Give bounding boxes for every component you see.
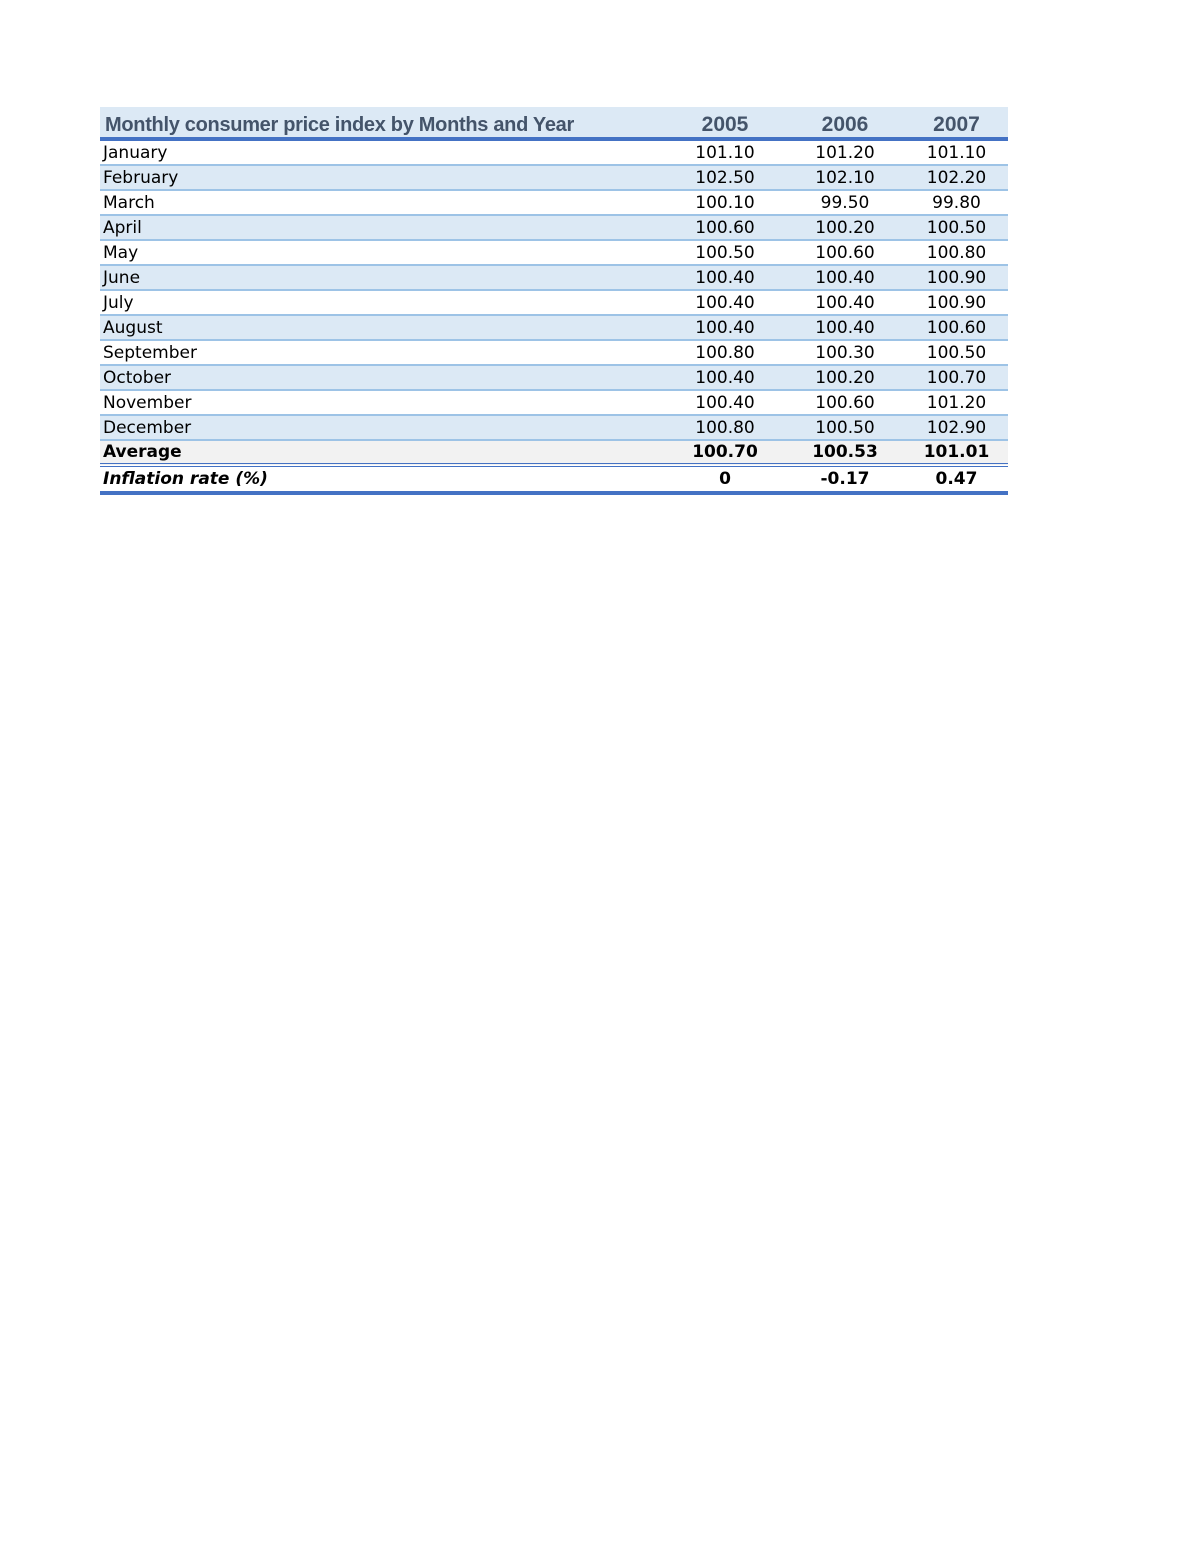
table-row	[100, 190, 1008, 215]
cpi-cell: 102.20	[905, 165, 1008, 190]
month-label: September	[100, 340, 665, 365]
cpi-cell: 100.70	[905, 365, 1008, 390]
cpi-cell: 99.50	[785, 190, 905, 215]
table-row	[100, 315, 1008, 340]
inflation-row	[100, 465, 1008, 493]
cpi-cell: 100.20	[785, 215, 905, 240]
month-label: March	[100, 190, 665, 215]
month-label: August	[100, 315, 665, 340]
cpi-cell: 101.20	[785, 139, 905, 165]
table-row	[100, 415, 1008, 440]
cpi-cell: 100.50	[785, 415, 905, 440]
year-header-2006: 2006	[785, 107, 905, 139]
average-cell: 101.01	[905, 440, 1008, 465]
cpi-sheet	[100, 107, 1008, 495]
cpi-cell: 100.60	[665, 215, 785, 240]
cpi-cell: 100.40	[665, 365, 785, 390]
month-label: November	[100, 390, 665, 415]
cpi-cell: 100.60	[785, 390, 905, 415]
month-label: June	[100, 265, 665, 290]
cpi-cell: 100.40	[665, 390, 785, 415]
cpi-cell: 102.10	[785, 165, 905, 190]
cpi-cell: 100.50	[905, 215, 1008, 240]
cpi-cell: 100.50	[665, 240, 785, 265]
table-row	[100, 290, 1008, 315]
year-header-2005: 2005	[665, 107, 785, 139]
cpi-cell: 102.90	[905, 415, 1008, 440]
month-label: December	[100, 415, 665, 440]
month-label: October	[100, 365, 665, 390]
table-row	[100, 165, 1008, 190]
cpi-cell: 100.10	[665, 190, 785, 215]
cpi-cell: 100.80	[905, 240, 1008, 265]
cpi-cell: 100.40	[785, 315, 905, 340]
inflation-cell: 0	[665, 465, 785, 493]
month-label: July	[100, 290, 665, 315]
cpi-cell: 99.80	[905, 190, 1008, 215]
table-row	[100, 215, 1008, 240]
cpi-cell: 101.20	[905, 390, 1008, 415]
cpi-cell: 100.40	[785, 265, 905, 290]
table-row	[100, 265, 1008, 290]
cpi-cell: 100.20	[785, 365, 905, 390]
table-row	[100, 240, 1008, 265]
cpi-cell: 100.90	[905, 290, 1008, 315]
cpi-cell: 100.90	[905, 265, 1008, 290]
cpi-cell: 100.80	[665, 340, 785, 365]
cpi-cell: 101.10	[665, 139, 785, 165]
cpi-cell: 100.40	[665, 290, 785, 315]
cpi-table	[100, 107, 1008, 495]
cpi-cell: 100.80	[665, 415, 785, 440]
header-row	[100, 107, 1008, 139]
table-row	[100, 365, 1008, 390]
cpi-cell: 100.30	[785, 340, 905, 365]
average-label: Average	[100, 440, 665, 465]
month-label: January	[100, 139, 665, 165]
cpi-cell: 100.60	[905, 315, 1008, 340]
cpi-cell: 100.50	[905, 340, 1008, 365]
average-row	[100, 440, 1008, 465]
month-label: May	[100, 240, 665, 265]
month-label: February	[100, 165, 665, 190]
year-header-2007: 2007	[905, 107, 1008, 139]
inflation-label: Inflation rate (%)	[100, 465, 665, 493]
cpi-cell: 102.50	[665, 165, 785, 190]
table-row	[100, 390, 1008, 415]
table-row	[100, 139, 1008, 165]
cpi-cell: 100.60	[785, 240, 905, 265]
inflation-cell: 0.47	[905, 465, 1008, 493]
cpi-cell: 100.40	[665, 265, 785, 290]
average-cell: 100.70	[665, 440, 785, 465]
cpi-cell: 100.40	[665, 315, 785, 340]
table-row	[100, 340, 1008, 365]
table-title: Monthly consumer price index by Months and Year	[100, 107, 665, 139]
inflation-cell: -0.17	[785, 465, 905, 493]
month-label: April	[100, 215, 665, 240]
cpi-cell: 100.40	[785, 290, 905, 315]
average-cell: 100.53	[785, 440, 905, 465]
cpi-cell: 101.10	[905, 139, 1008, 165]
